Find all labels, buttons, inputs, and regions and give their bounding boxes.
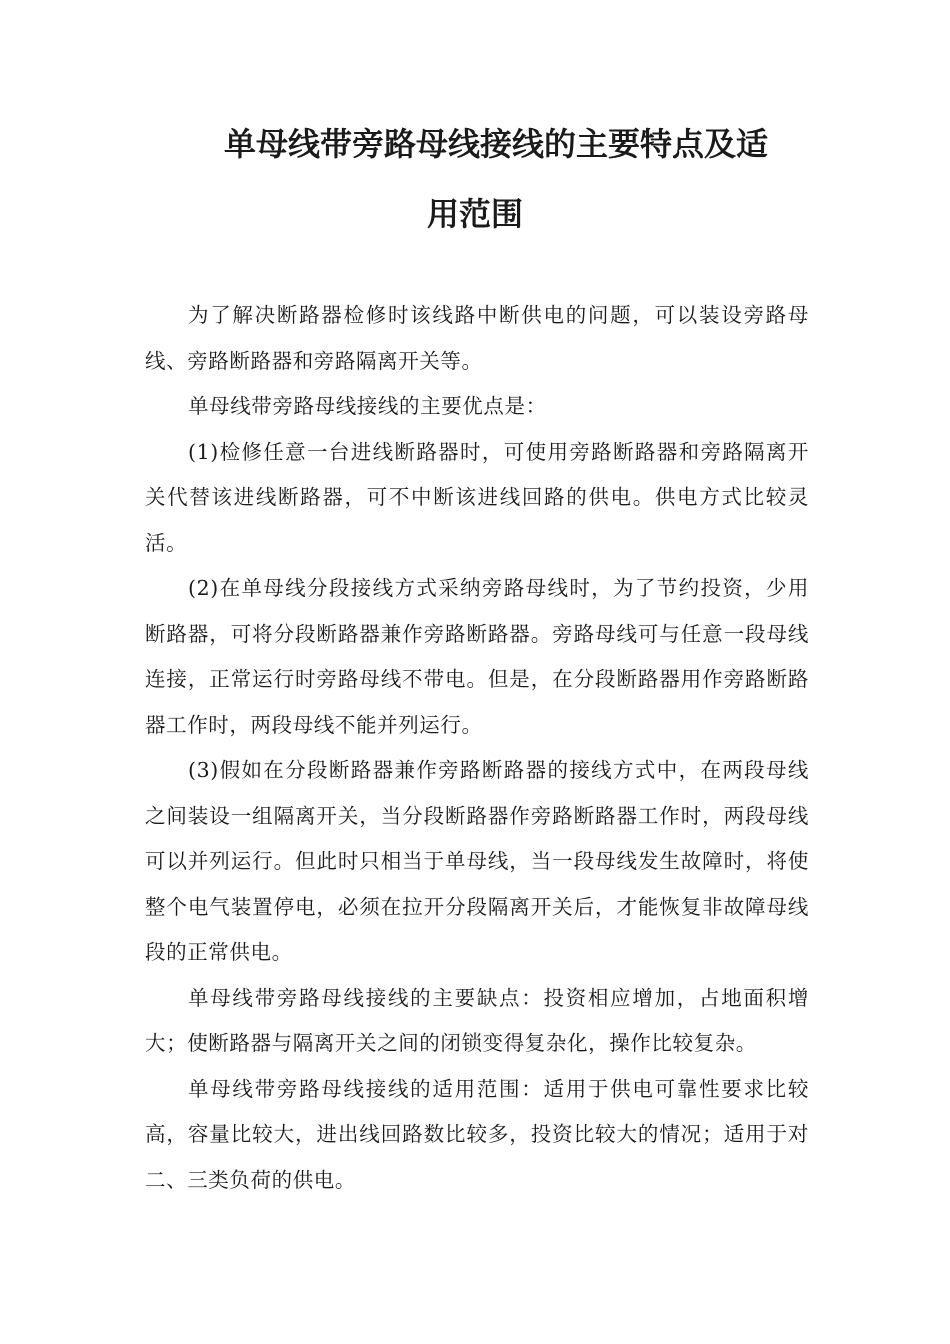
paragraph-advantage-3: (3)假如在分段断路器兼作旁路断路器的接线方式中，在两段母线之间装设一组隔离开关，当分段断路器作旁路断路器工作时，两段母线可以并列运行。但此时只相当于单母线，当一段母线发生故障时，将使整个电气装置停电，必须在拉开分段隔离开关后，才能恢复非故障母线段的正常供电。 [145, 758, 809, 964]
title-line-1: 单母线带旁路母线接线的主要特点及适 [224, 125, 769, 163]
paragraph-intro: 为了解决断路器检修时该线路中断供电的问题，可以装设旁路母线、旁路断路器和旁路隔离开关等。 [145, 303, 809, 373]
paragraph-scope: 单母线带旁路母线接线的适用范围：适用于供电可靠性要求比较高，容量比较大，进出线回路数比较多，投资比较大的情况；适用于对二、三类负荷的供电。 [145, 1076, 809, 1192]
page-title [0, 112, 950, 246]
title-line-2: 用范围 [426, 195, 523, 233]
paragraph-advantage-1: (1)检修任意一台进线断路器时，可使用旁路断路器和旁路隔离开关代替该进线断路器，可不中断该进线回路的供电。供电方式比较灵活。 [145, 439, 809, 555]
paragraph-disadvantages: 单母线带旁路母线接线的主要缺点：投资相应增加，占地面积增大；使断路器与隔离开关之间的闭锁变得复杂化，操作比较复杂。 [145, 985, 809, 1055]
paragraph-advantages-heading: 单母线带旁路母线接线的主要优点是： [188, 394, 547, 418]
paragraph-advantage-2: (2)在单母线分段接线方式采纳旁路母线时，为了节约投资，少用断路器，可将分段断路器兼作旁路断路器。旁路母线可与任意一段母线连接，正常运行时旁路母线不带电。但是，在分段断路器用作旁路断路器工作时，两段母线不能并列运行。 [145, 576, 809, 737]
body-text [145, 293, 809, 1203]
